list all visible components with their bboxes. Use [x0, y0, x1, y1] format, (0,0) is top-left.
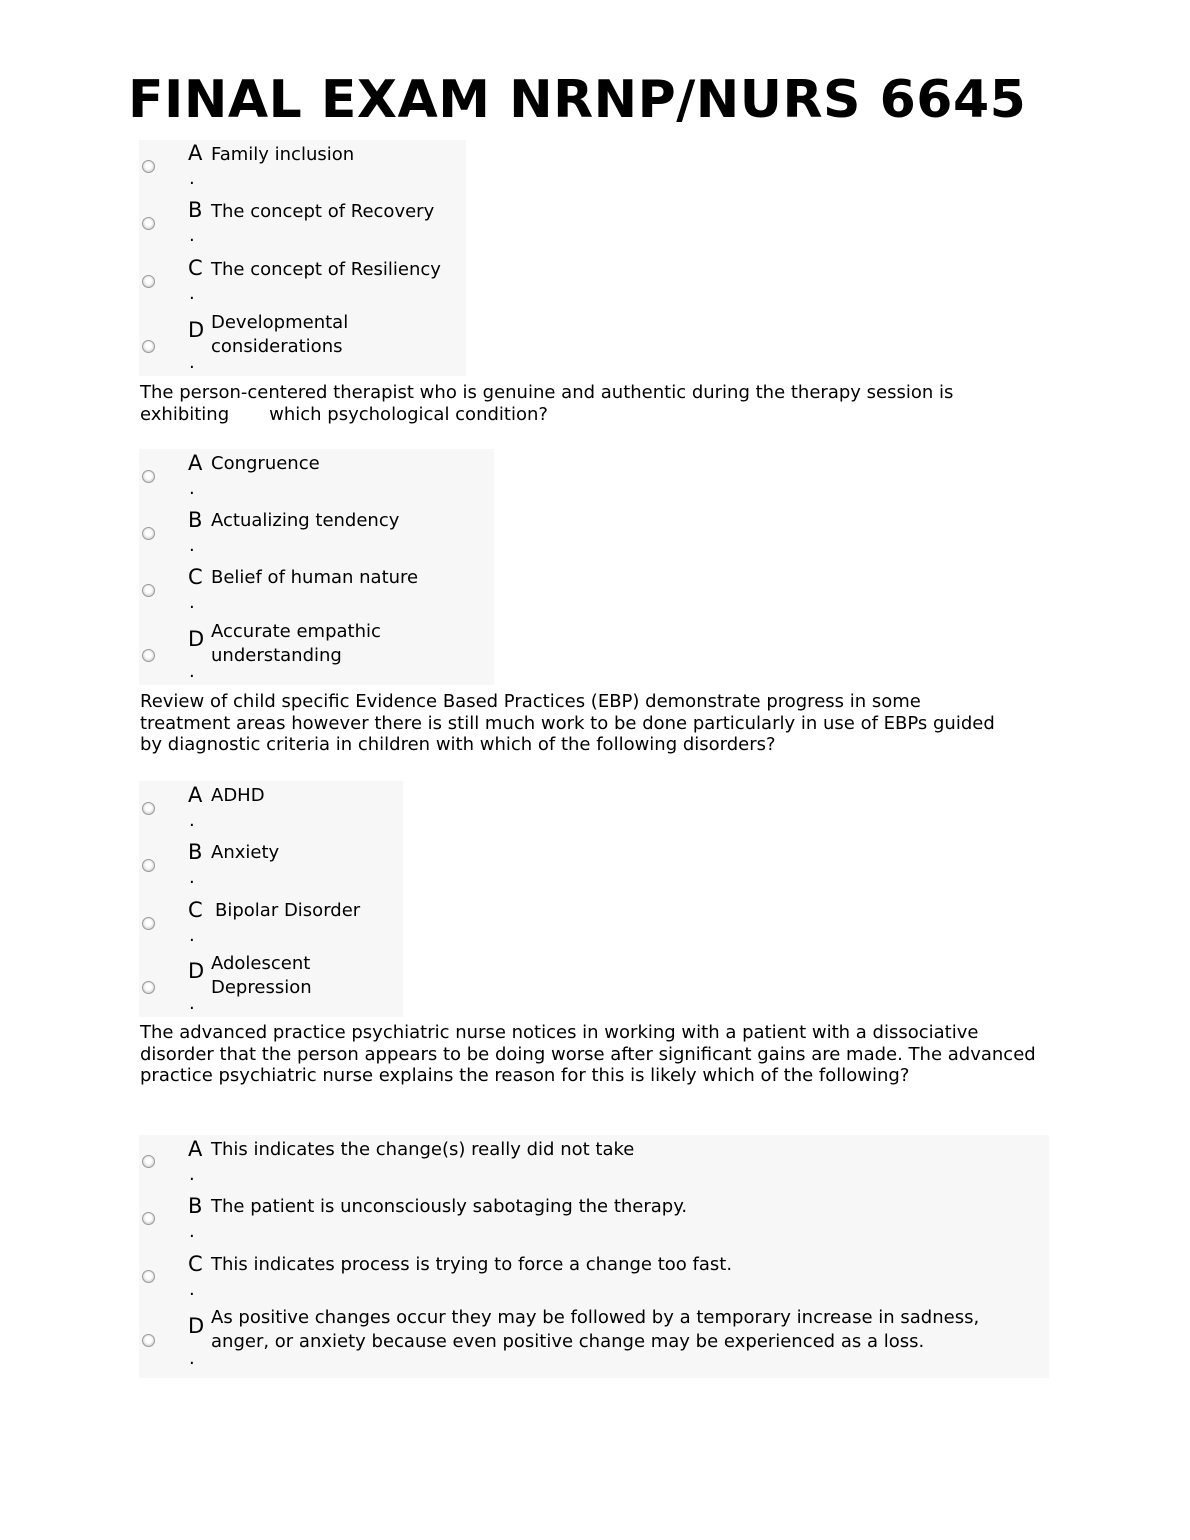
options-group-2	[139, 449, 494, 685]
option-c[interactable]	[139, 254, 466, 311]
options-group-1	[139, 140, 466, 376]
radio-button[interactable]	[142, 160, 155, 173]
option-letter: B	[188, 508, 203, 532]
option-text: Adolescent Depression	[211, 953, 312, 998]
option-letter: A	[188, 451, 203, 475]
radio-button[interactable]	[142, 275, 155, 288]
option-letter: D	[188, 959, 205, 983]
option-text: ADHD	[211, 785, 265, 806]
radio-button[interactable]	[142, 917, 155, 930]
radio-button[interactable]	[142, 470, 155, 483]
option-dot: .	[189, 1348, 195, 1369]
option-d[interactable]	[139, 1306, 1049, 1378]
option-text: As positive changes occur they may be followed by a temporary increase in sadness, anger, or anxiety because even positive change may be experienced as a loss.	[211, 1307, 980, 1352]
option-text: Accurate empathic understanding	[211, 621, 381, 666]
radio-button[interactable]	[142, 1212, 155, 1225]
radio-button[interactable]	[142, 584, 155, 597]
radio-button[interactable]	[142, 981, 155, 994]
question-text: Review of child specific Evidence Based Practices (EBP) demonstrate progress in some treatment areas however there is still much work to be done particularly in use of EBPs guided by diagnostic criteria in children with which of the following disorders?	[140, 691, 995, 755]
option-dot: .	[189, 592, 195, 613]
option-text: The concept of Resiliency	[211, 259, 441, 280]
option-dot: .	[189, 225, 195, 246]
option-dot: .	[189, 1164, 195, 1185]
option-text: Anxiety	[211, 842, 280, 863]
option-letter: A	[188, 1137, 203, 1161]
option-letter: B	[188, 198, 203, 222]
option-dot: .	[189, 283, 195, 304]
question-text: The advanced practice psychiatric nurse notices in working with a patient with a dissociative disorder that the person appears to be doing worse after significant gains are made. The advanced practice psychiatric nurse explains the reason for this is likely which of the following?	[140, 1022, 1036, 1086]
option-a[interactable]	[139, 781, 403, 838]
option-dot: .	[189, 867, 195, 888]
option-b[interactable]	[139, 1192, 1049, 1249]
option-b[interactable]	[139, 838, 403, 895]
radio-button[interactable]	[142, 340, 155, 353]
radio-button[interactable]	[142, 1155, 155, 1168]
option-letter: D	[188, 318, 205, 342]
radio-button[interactable]	[142, 217, 155, 230]
option-letter: D	[188, 627, 205, 651]
option-b[interactable]	[139, 506, 494, 563]
option-text: Developmental considerations	[211, 312, 349, 357]
option-a[interactable]	[139, 140, 466, 197]
question-text-part: The person-centered therapist who is genuine and authentic during the therapy session is exhibiting	[140, 382, 954, 425]
radio-button[interactable]	[142, 802, 155, 815]
question-text-part: which psychological condition?	[269, 403, 548, 425]
option-d[interactable]	[139, 311, 466, 376]
option-c[interactable]	[139, 895, 403, 952]
options-group-4	[139, 1135, 1049, 1378]
option-text: This indicates process is trying to force a change too fast.	[211, 1254, 733, 1275]
option-d[interactable]	[139, 620, 494, 685]
option-letter: B	[188, 1194, 203, 1218]
option-text: The concept of Recovery	[211, 201, 435, 222]
option-dot: .	[189, 661, 195, 682]
option-dot: .	[189, 535, 195, 556]
radio-button[interactable]	[142, 527, 155, 540]
option-b[interactable]	[139, 197, 466, 254]
option-dot: .	[189, 478, 195, 499]
radio-button[interactable]	[142, 1270, 155, 1283]
option-dot: .	[189, 993, 195, 1014]
option-a[interactable]	[139, 1135, 1049, 1192]
option-text: Family inclusion	[211, 144, 355, 165]
option-text: This indicates the change(s) really did not take	[211, 1139, 635, 1160]
question-text	[140, 382, 1045, 425]
option-c[interactable]	[139, 563, 494, 620]
option-text: Belief of human nature	[211, 567, 419, 588]
option-letter: A	[188, 141, 203, 165]
option-dot: .	[189, 810, 195, 831]
option-text: Congruence	[211, 453, 320, 474]
option-d[interactable]	[139, 952, 403, 1017]
option-text: The patient is unconsciously sabotaging the therapy.	[211, 1196, 688, 1217]
option-letter: A	[188, 783, 203, 807]
option-dot: .	[189, 1279, 195, 1300]
option-letter: B	[188, 840, 203, 864]
radio-button[interactable]	[142, 649, 155, 662]
radio-button[interactable]	[142, 1334, 155, 1347]
option-c[interactable]	[139, 1249, 1049, 1306]
option-letter: D	[188, 1314, 205, 1338]
option-letter: C	[188, 898, 203, 922]
option-dot: .	[189, 352, 195, 373]
option-text: Bipolar Disorder	[215, 900, 361, 921]
options-group-3	[139, 781, 403, 1017]
option-letter: C	[188, 565, 203, 589]
option-letter: C	[188, 256, 203, 280]
option-dot: .	[189, 925, 195, 946]
option-dot: .	[189, 1221, 195, 1242]
option-a[interactable]	[139, 449, 494, 506]
page-title: FINAL EXAM NRNP/NURS 6645	[128, 70, 1027, 130]
option-dot: .	[189, 168, 195, 189]
option-letter: C	[188, 1252, 203, 1276]
radio-button[interactable]	[142, 859, 155, 872]
option-text: Actualizing tendency	[211, 510, 400, 531]
